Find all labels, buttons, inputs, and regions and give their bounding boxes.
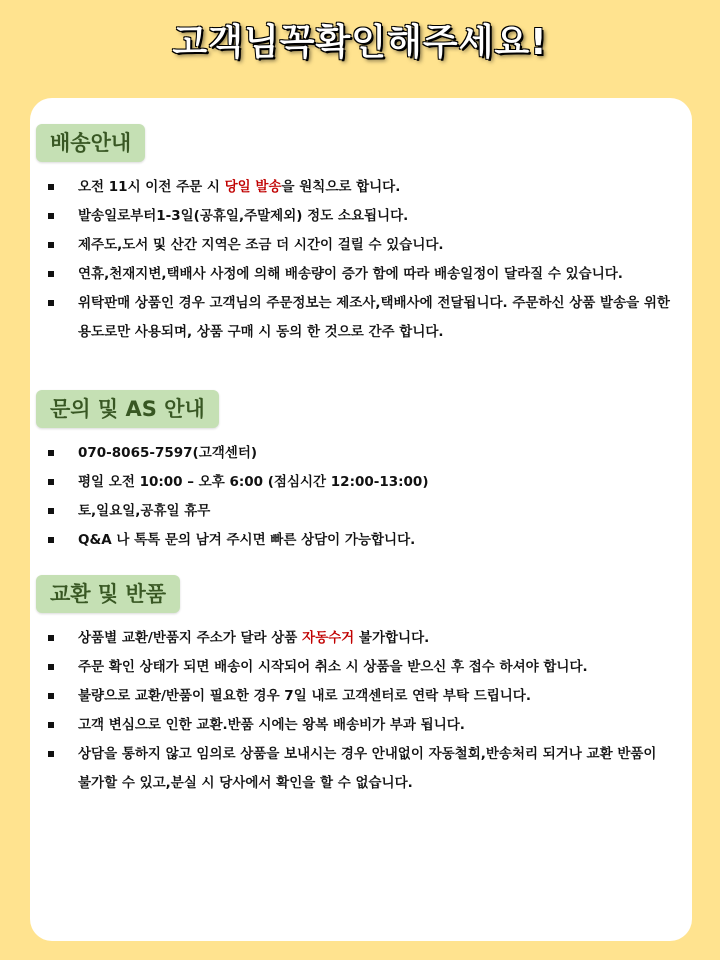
bullet-icon — [48, 693, 54, 699]
list-item: 위탁판매 상품인 경우 고객님의 주문정보는 제조사,택배사에 전달됩니다. 주문하신 상품 발송을 위한용도로만 사용되며, 상품 구매 시 동의 한 것으로 간주 합니다. — [30, 289, 670, 347]
bullet-icon — [48, 242, 54, 248]
shipping-list — [30, 173, 670, 347]
bullet-icon — [48, 184, 54, 190]
bullet-icon — [48, 271, 54, 277]
list-item: 상품별 교환/반품지 주소가 달라 상품 자동수거 불가합니다. — [30, 624, 670, 653]
list-item: 연휴,천재지변,택배사 사정에 의해 배송량이 증가 함에 따라 배송일정이 달라질 수 있습니다. — [30, 260, 670, 289]
bullet-icon — [48, 213, 54, 219]
list-item: 불량으로 교환/반품이 필요한 경우 7일 내로 고객센터로 연락 부탁 드립니다. — [30, 682, 670, 711]
page-title: 고객님꼭확인해주세요! — [172, 22, 548, 63]
list-item: 주문 확인 상태가 되면 배송이 시작되어 취소 시 상품을 받으신 후 접수 하셔야 합니다. — [30, 653, 670, 682]
list-item: 상담을 통하지 않고 임의로 상품을 보내시는 경우 안내없이 자동철회,반송처리 되거나 교환 반품이 불가할 수 있고,분실 시 당사에서 확인을 할 수 없습니다. — [30, 740, 670, 798]
list-item: 오전 11시 이전 주문 시 당일 발송을 원칙으로 합니다. — [30, 173, 670, 202]
bullet-icon — [48, 537, 54, 543]
bullet-icon — [48, 508, 54, 514]
section-heading-exchange: 교환 및 반품 — [36, 575, 180, 613]
list-item: 제주도,도서 및 산간 지역은 조금 더 시간이 걸릴 수 있습니다. — [30, 231, 670, 260]
section-heading-inquiry: 문의 및 AS 안내 — [36, 390, 219, 428]
highlight-text: 자동수거 — [302, 630, 355, 646]
bullet-icon — [48, 722, 54, 728]
list-item: Q&A 나 톡톡 문의 남겨 주시면 빠른 상담이 가능합니다. — [30, 526, 670, 555]
list-item: 토,일요일,공휴일 휴무 — [30, 497, 670, 526]
bullet-icon — [48, 635, 54, 641]
bullet-icon — [48, 479, 54, 485]
list-item: 발송일로부터1-3일(공휴일,주말제외) 정도 소요됩니다. — [30, 202, 670, 231]
bullet-icon — [48, 664, 54, 670]
highlight-text: 당일 발송 — [224, 179, 282, 195]
bullet-icon — [48, 300, 54, 306]
list-item: 평일 오전 10:00 – 오후 6:00 (점심시간 12:00-13:00) — [30, 468, 670, 497]
bullet-icon — [48, 751, 54, 757]
exchange-list — [30, 624, 670, 798]
section-heading-shipping: 배송안내 — [36, 124, 145, 162]
list-item: 070-8065-7597(고객센터) — [30, 439, 670, 468]
list-item: 고객 변심으로 인한 교환.반품 시에는 왕복 배송비가 부과 됩니다. — [30, 711, 670, 740]
info-card — [30, 98, 692, 941]
inquiry-list — [30, 439, 670, 555]
bullet-icon — [48, 450, 54, 456]
